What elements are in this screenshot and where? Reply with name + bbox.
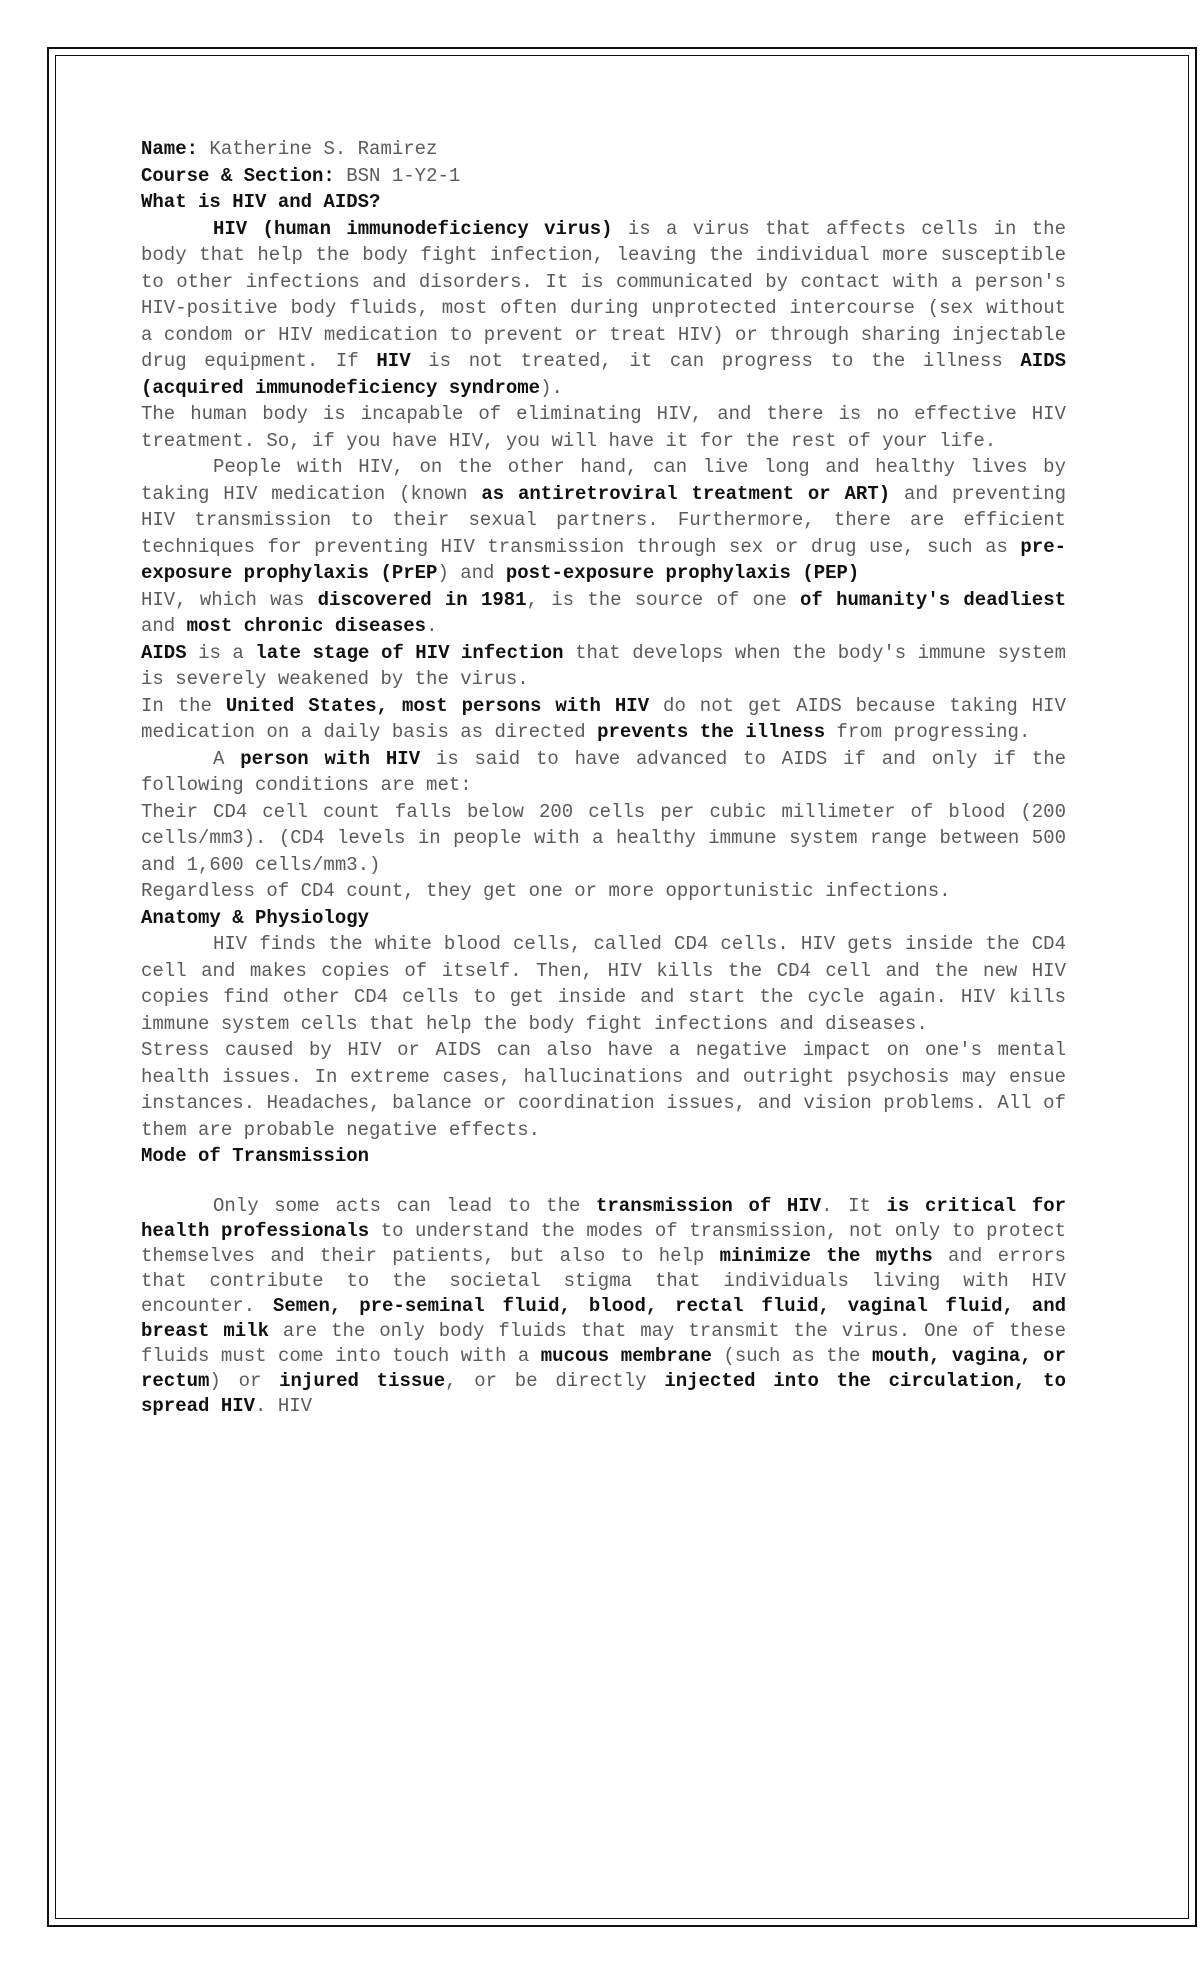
p4-bold-d: of humanity's deadliest [800,588,1067,611]
paragraph-living-with-hiv [141,454,1066,587]
p4-text-c: , is the source of one [526,588,801,611]
p6-text-c: do not get AIDS because taking HIV medication on a daily basis as directed [141,694,1066,743]
p7-text-c: is said to have advanced to AIDS if and only if the following conditions are met: [141,747,1067,796]
p6-bold-d: prevents the illness [597,721,826,743]
p4-text-a: HIV, which was [141,588,318,611]
p6-text-a: In the [141,694,226,717]
paragraph-discovery [141,587,1066,640]
name-label: Name: [141,138,199,160]
p1-bold-e: AIDS (acquired immunodeficiency syndrome [141,350,1066,399]
section-heading-transmission: Mode of Transmission [141,1145,370,1167]
p6-bold-b: United States, most persons with HIV [225,694,650,717]
paragraph-united-states [141,693,1066,746]
p7-bold-b: person with HIV [240,747,421,770]
name-value: Katherine S. Ramirez [209,138,438,160]
p5-text-d: that develops when the body's immune system is severely weakened by the virus. [141,641,1066,690]
p1-bold-a: HIV (human immunodeficiency virus) [213,217,613,240]
p12-bold-l: mouth, vagina, or rectum [141,1344,1066,1392]
p12-bold-d: is critical for health professionals [141,1194,1066,1242]
course-label: Course & Section: [141,164,335,187]
p12-text-g: and errors that contribute to the societal stigma that individuals living with HIV encounter. [141,1244,1066,1317]
p12-text-c: . It [821,1194,887,1217]
p12-bold-b: transmission of HIV [596,1194,822,1217]
p12-text-a: Only some acts can lead to the [213,1194,596,1217]
p4-bold-f: most chronic diseases [186,615,427,637]
p3-text-c: and preventing HIV transmission to their sexual partners. Furthermore, there are efficient techniques for preventing HIV transmission through sex or drug use, such as [141,482,1066,558]
p12-bold-j: mucous membrane [540,1344,712,1367]
p3-bold-b: as antiretroviral treatment or ART) [481,482,891,505]
p12-bold-f: minimize the myths [719,1244,933,1267]
paragraph-no-cure: The human body is incapable of eliminating HIV, and there is no effective HIV treatment. So, if you have HIV, you will have it for the rest of your life. [141,403,1066,452]
p1-text-d: is not treated, it can progress to the illness [410,350,1021,372]
p4-text-e: and [141,615,187,637]
paragraph-aids-conditions [141,746,1066,799]
p12-text-q: . HIV [255,1394,313,1417]
p12-bold-p: injected into the circulation, to spread HIV [141,1369,1066,1417]
paragraph-hiv-definition [141,216,1066,402]
p3-bold-f: post-exposure prophylaxis (PEP) [505,562,860,584]
p12-text-e: to understand the modes of transmission, not only to protect themselves and their patients, but also to help [141,1219,1066,1267]
p7-text-a: A [213,747,241,770]
paragraph-cd4-count: Their CD4 cell count falls below 200 cells per cubic millimeter of blood (200 cells/mm3). (CD4 levels in people with a healthy immune system range between 500 and 1,600 cells/mm3.) [141,800,1066,876]
paragraph-stress: Stress caused by HIV or AIDS can also have a negative impact on one's mental health issues. In extreme cases, hallucinations and outright psychosis may ensue instances. Headaches, balance or coordination issues, and vision problems. All of them are probable negative effects. [141,1039,1066,1141]
paragraph-transmission [141,1194,1066,1419]
p12-text-k: (such as the [711,1344,872,1367]
p3-bold-d: pre-exposure prophylaxis (PrEP [141,535,1066,584]
p12-bold-n: injured tissue [279,1369,446,1392]
name-line [141,136,1066,163]
p12-text-i: are the only body fluids that may transmit the virus. One of these fluids must come into touch with a [141,1319,1066,1367]
paragraph-cd4-cells: HIV finds the white blood cells, called CD4 cells. HIV gets inside the CD4 cell and makes copies of itself. Then, HIV kills the CD4 cell and the new HIV copies find other CD4 cells to get inside and start the cycle again. HIV kills immune system cells that help the body fight infections and diseases. [141,933,1066,1035]
p4-text-g: . [426,615,438,637]
p3-text-e: ) and [437,562,506,584]
document-body [141,136,1066,1419]
p5-text-b: is a [186,641,256,664]
p1-bold-c: HIV [376,350,411,372]
p12-text-o: , or be directly [445,1369,665,1392]
p5-bold-c: late stage of HIV infection [255,641,564,664]
p3-text-a: People with HIV, on the other hand, can live long and healthy lives by taking HIV medication (known [141,456,1066,505]
section-heading-anatomy: Anatomy & Physiology [141,906,370,929]
p12-text-m: ) or [209,1369,280,1392]
p5-bold-a: AIDS [141,641,187,664]
paragraph-aids-stage [141,640,1066,693]
paragraph-opportunistic: Regardless of CD4 count, they get one or more opportunistic infections. [141,880,951,902]
p4-bold-b: discovered in 1981 [317,588,527,611]
course-line [141,163,1066,190]
p1-text-b: is a virus that affects cells in the body that help the body fight infection, leaving the individual more susceptible to other infections and disorders. It is communicated by contact with a person's HIV-positive body fluids, most often during unprotected intercourse (sex without a condom or HIV medication to prevent or treat HIV) or through sharing injectable drug equipment. If [141,217,1066,372]
p6-text-e: from progressing. [825,721,1031,743]
course-value: BSN 1-Y2-1 [346,164,461,187]
p1-text-f: ). [540,376,563,399]
section-heading-what-is-hiv: What is HIV and AIDS? [141,191,381,213]
p12-bold-h: Semen, pre-seminal fluid, blood, rectal fluid, vaginal fluid, and breast milk [141,1294,1067,1342]
